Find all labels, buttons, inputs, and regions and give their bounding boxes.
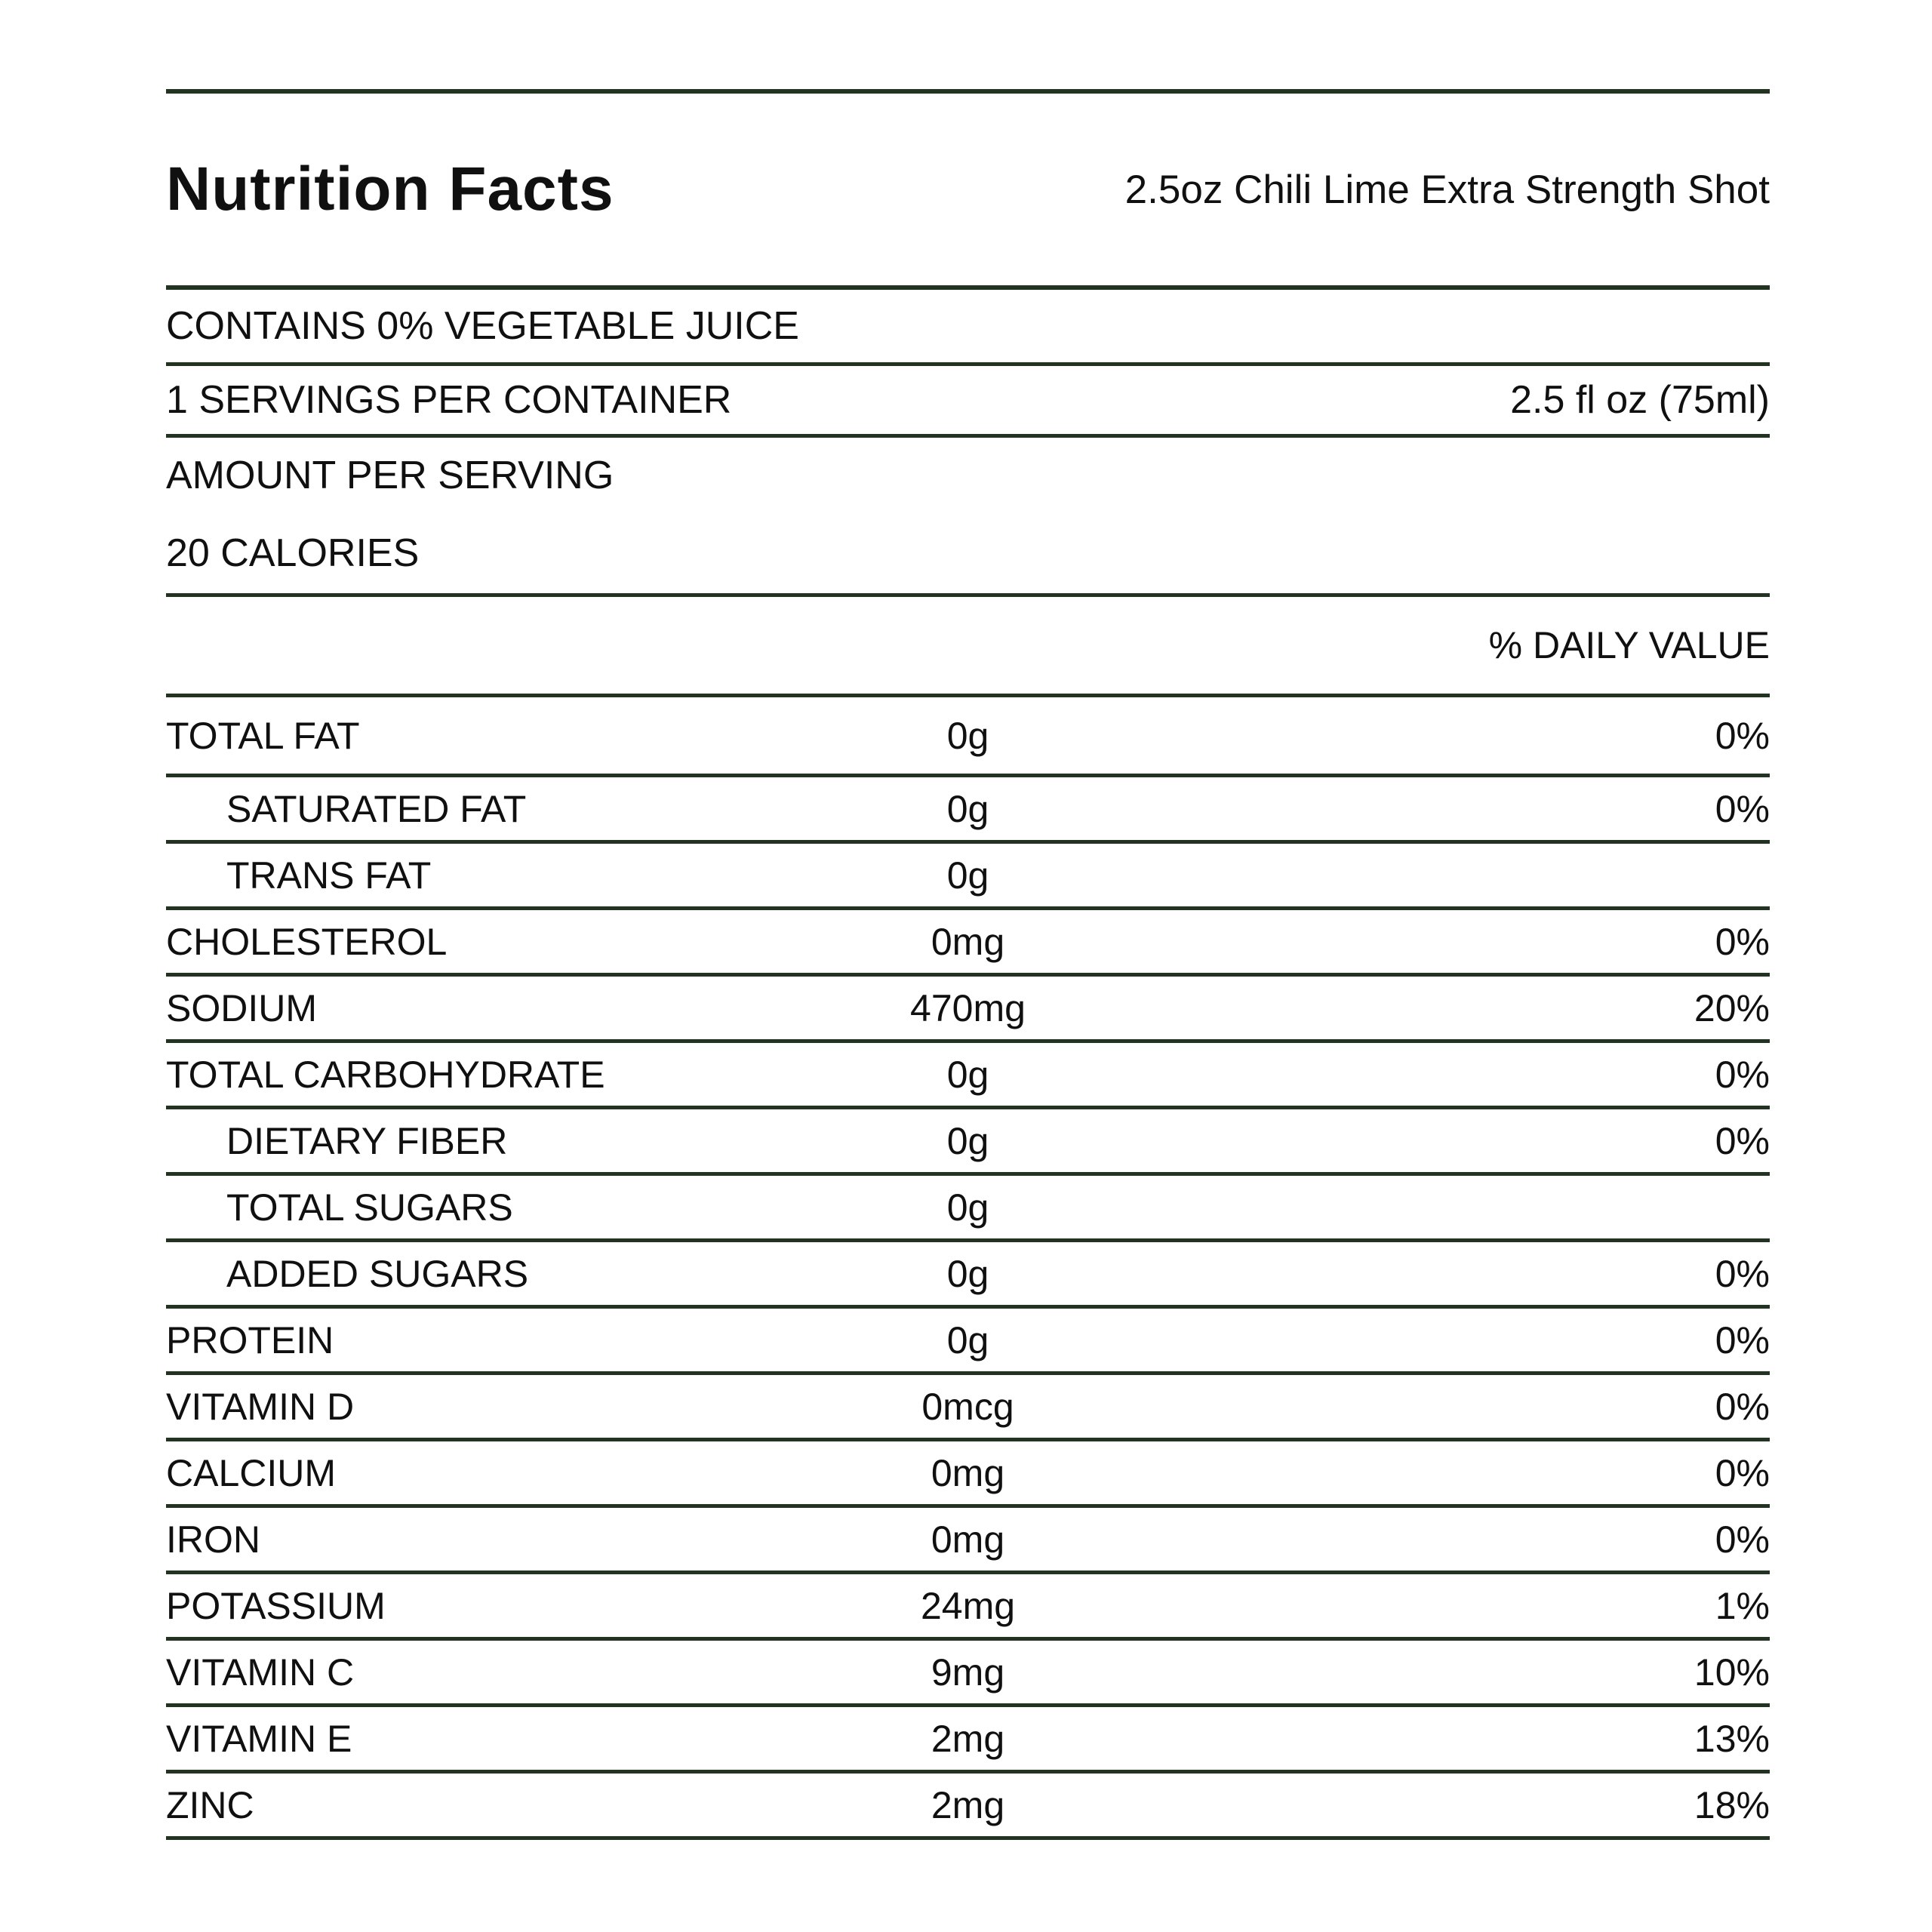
table-row — [166, 977, 1770, 1043]
nutrient-daily-value: 0% — [1715, 1318, 1770, 1361]
nutrient-name: VITAMIN E — [166, 1717, 352, 1760]
contains-row — [166, 290, 1770, 366]
nutrient-daily-value: 13% — [1694, 1717, 1770, 1760]
nutrient-daily-value: 0% — [1715, 1385, 1770, 1428]
nutrient-name: CALCIUM — [166, 1451, 337, 1494]
nutrient-name: ZINC — [166, 1783, 254, 1826]
nutrient-amount: 0g — [946, 1119, 989, 1162]
nutrient-amount: 2mg — [931, 1783, 1005, 1826]
nutrient-daily-value: 0% — [1715, 787, 1770, 830]
daily-value-header-row — [166, 597, 1770, 697]
nutrient-daily-value: 0% — [1715, 920, 1770, 963]
table-row — [166, 1641, 1770, 1707]
table-row — [166, 697, 1770, 777]
table-row — [166, 1109, 1770, 1176]
nutrient-name: TOTAL CARBOHYDRATE — [166, 1053, 605, 1096]
nutrient-daily-value: 0% — [1715, 1518, 1770, 1561]
nutrient-name: TRANS FAT — [226, 854, 432, 897]
nutrient-daily-value: 10% — [1694, 1651, 1770, 1694]
nutrient-amount: 0mg — [931, 1451, 1005, 1494]
nutrition-facts-title: Nutrition Facts — [166, 155, 614, 223]
nutrient-amount: 0g — [946, 1252, 989, 1295]
amount-per-serving-text: AMOUNT PER SERVING — [166, 454, 614, 497]
nutrient-name: VITAMIN C — [166, 1651, 355, 1694]
table-row — [166, 1176, 1770, 1242]
table-row — [166, 1574, 1770, 1641]
table-row — [166, 910, 1770, 977]
nutrient-amount: 2mg — [931, 1717, 1005, 1760]
nutrient-daily-value: 0% — [1715, 1053, 1770, 1096]
contains-text: CONTAINS 0% VEGETABLE JUICE — [166, 304, 799, 348]
nutrient-name: POTASSIUM — [166, 1584, 386, 1627]
nutrient-name: SODIUM — [166, 986, 317, 1029]
nutrient-daily-value: 0% — [1715, 1252, 1770, 1295]
table-row — [166, 1309, 1770, 1375]
nutrient-daily-value: 0% — [1715, 1451, 1770, 1494]
nutrient-amount: 0g — [946, 1186, 989, 1229]
nutrient-name: TOTAL SUGARS — [226, 1186, 513, 1229]
nutrient-name: TOTAL FAT — [166, 714, 360, 757]
nutrient-amount: 24mg — [920, 1584, 1016, 1627]
nutrient-amount: 0g — [946, 1318, 989, 1361]
nutrient-amount: 0mg — [931, 1518, 1005, 1561]
nutrient-name: SATURATED FAT — [226, 787, 527, 830]
nutrient-name: CHOLESTEROL — [166, 920, 448, 963]
nutrition-table — [166, 697, 1770, 1840]
nutrient-name: IRON — [166, 1518, 260, 1561]
nutrient-amount: 0g — [946, 714, 989, 757]
table-row — [166, 844, 1770, 910]
table-row — [166, 1707, 1770, 1774]
nutrient-name: ADDED SUGARS — [226, 1252, 529, 1295]
nutrient-name: PROTEIN — [166, 1318, 334, 1361]
table-row — [166, 1375, 1770, 1441]
product-name: 2.5oz Chili Lime Extra Strength Shot — [1124, 167, 1770, 212]
nutrient-daily-value: 0% — [1715, 714, 1770, 757]
nutrient-amount: 0mcg — [921, 1385, 1014, 1428]
nutrient-amount: 0g — [946, 854, 989, 897]
table-row — [166, 1508, 1770, 1574]
servings-per-container-text: 1 SERVINGS PER CONTAINER — [166, 378, 732, 422]
table-row — [166, 777, 1770, 844]
amount-per-serving-row — [166, 438, 1770, 513]
nutrient-amount: 9mg — [931, 1651, 1005, 1694]
serving-size-text: 2.5 fl oz (75ml) — [1510, 378, 1770, 422]
label-header — [166, 94, 1770, 290]
nutrient-name: VITAMIN D — [166, 1385, 355, 1428]
nutrient-daily-value: 0% — [1715, 1119, 1770, 1162]
servings-row — [166, 366, 1770, 438]
nutrition-facts-label — [166, 89, 1770, 1840]
nutrient-amount: 0g — [946, 787, 989, 830]
calories-text: 20 CALORIES — [166, 531, 420, 575]
table-row — [166, 1441, 1770, 1508]
nutrient-amount: 0mg — [931, 920, 1005, 963]
nutrient-amount: 0g — [946, 1053, 989, 1096]
nutrient-daily-value: 1% — [1715, 1584, 1770, 1627]
nutrient-daily-value: 20% — [1694, 986, 1770, 1029]
nutrient-name: DIETARY FIBER — [226, 1119, 508, 1162]
table-row — [166, 1242, 1770, 1309]
daily-value-header-text: % DAILY VALUE — [1488, 624, 1770, 666]
calories-row — [166, 513, 1770, 597]
nutrient-daily-value: 18% — [1694, 1783, 1770, 1826]
nutrient-amount: 470mg — [910, 986, 1026, 1029]
table-row — [166, 1774, 1770, 1840]
table-row — [166, 1043, 1770, 1109]
